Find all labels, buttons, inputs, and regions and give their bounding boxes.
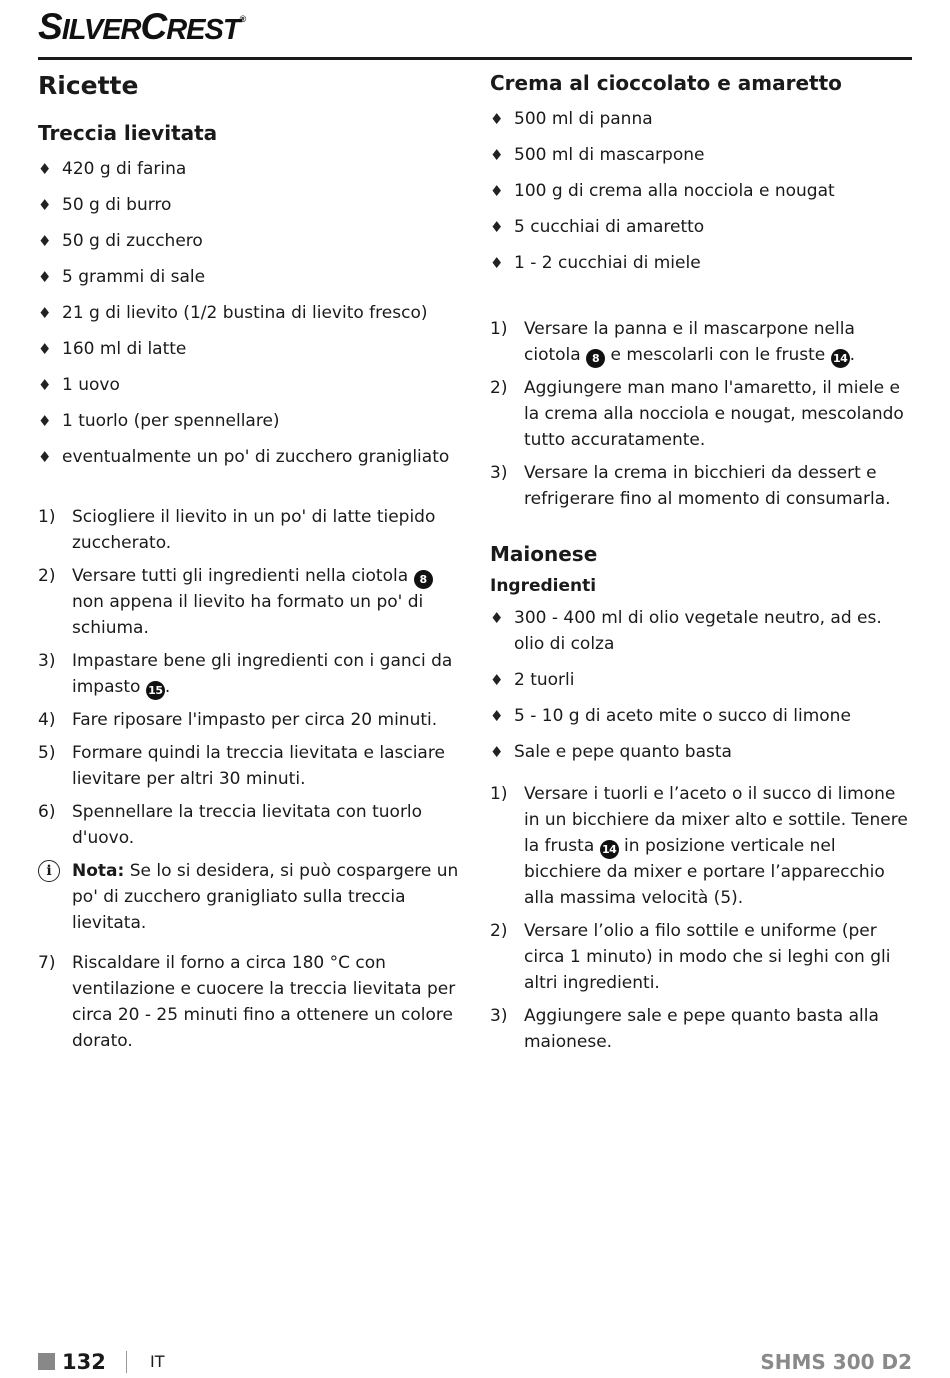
ingredient-item: ♦ 5 grammi di sale: [38, 264, 466, 290]
ingredient-item: ♦ 5 cucchiai di amaretto: [490, 214, 915, 240]
diamond-bullet-icon: ♦: [490, 182, 504, 200]
diamond-bullet-icon: ♦: [490, 146, 504, 164]
left-column: [38, 66, 466, 1061]
note-label: Nota:: [72, 861, 125, 881]
step-item: 2) Versare l’olio a filo sottile e uniforme (per circa 1 minuto) in modo che si leghi con gli altri ingredienti.: [490, 921, 891, 993]
step-item: 3) Versare la crema in bicchieri da dessert e refrigerare fino al momento di consumarla.: [490, 463, 891, 509]
step-item: 4) Fare riposare l'impasto per circa 20 minuti.: [38, 710, 438, 730]
step-item: 2) Versare tutti gli ingredienti nella ciotola 8 non appena il lievito ha formato un po' di schiuma.: [38, 563, 466, 641]
ingredient-item: ♦ 50 g di zucchero: [38, 228, 466, 254]
ingredient-item: ♦ 500 ml di panna: [490, 106, 915, 132]
note-box: [38, 858, 466, 936]
header-rule: [38, 57, 912, 60]
language-code: IT: [150, 1352, 165, 1371]
ingredient-item: ♦ 160 ml di latte: [38, 336, 466, 362]
diamond-bullet-icon: ♦: [38, 448, 52, 466]
part-number-badge: 14: [600, 840, 619, 859]
ingredient-item: ♦ 300 - 400 ml di olio vegetale neutro, ad es. olio di colza: [490, 605, 915, 657]
diamond-bullet-icon: ♦: [38, 196, 52, 214]
ingredient-item: ♦ 1 - 2 cucchiai di miele: [490, 250, 915, 276]
ingredient-item: ♦ 1 tuorlo (per spennellare): [38, 408, 466, 434]
step-item: 7) Riscaldare il forno a circa 180 °C con ventilazione e cuocere la treccia lievitata per circa 20 - 25 minuti fino a ottenere un colore dorato.: [38, 953, 456, 1051]
footer-square-icon: [38, 1353, 55, 1370]
diamond-bullet-icon: ♦: [38, 268, 52, 286]
ingredients-subtitle: Ingredienti: [490, 576, 597, 596]
diamond-bullet-icon: ♦: [490, 743, 504, 761]
step-list-maionese: [490, 781, 915, 1055]
right-column: [490, 66, 915, 1062]
diamond-bullet-icon: ♦: [490, 110, 504, 128]
step-item: 3) Impastare bene gli ingredienti con i ganci da impasto 15 .: [38, 648, 466, 700]
model-number: SHMS 300 D2: [760, 1350, 912, 1374]
ingredient-item: ♦ 50 g di burro: [38, 192, 466, 218]
diamond-bullet-icon: ♦: [38, 304, 52, 322]
ingredient-item: ♦ Sale e pepe quanto basta: [490, 739, 915, 765]
step-item: 6) Spennellare la treccia lievitata con tuorlo d'uovo.: [38, 802, 423, 848]
step-list-treccia: [38, 504, 466, 851]
ingredient-list-treccia: [38, 156, 466, 470]
step-item: 5) Formare quindi la treccia lievitata e lasciare lievitare per altri 30 minuti.: [38, 743, 445, 789]
ingredient-list-crema: [490, 106, 915, 276]
diamond-bullet-icon: ♦: [490, 671, 504, 689]
info-icon: i: [38, 860, 60, 882]
diamond-bullet-icon: ♦: [490, 218, 504, 236]
recipe-title-maionese: Maionese: [490, 542, 598, 566]
part-number-badge: 15: [146, 681, 165, 700]
ingredient-item: ♦ 100 g di crema alla nocciola e nougat: [490, 178, 915, 204]
part-number-badge: 14: [831, 349, 850, 368]
diamond-bullet-icon: ♦: [38, 232, 52, 250]
ingredient-list-maionese: [490, 605, 915, 765]
diamond-bullet-icon: ♦: [490, 609, 504, 627]
ingredient-item: ♦ eventualmente un po' di zucchero granigliato: [38, 444, 466, 470]
note-text: Se lo si desidera, si può cospargere un po' di zucchero granigliato sulla treccia lievitata.: [72, 861, 459, 933]
diamond-bullet-icon: ♦: [38, 340, 52, 358]
diamond-bullet-icon: ♦: [490, 254, 504, 272]
step-item: 1) Versare la panna e il mascarpone nella ciotola 8 e mescolarli con le fruste 14 .: [490, 316, 915, 368]
recipe-title-treccia: Treccia lievitata: [38, 121, 218, 145]
ingredient-item: ♦ 2 tuorli: [490, 667, 915, 693]
silvercrest-logo: SILVERCREST®: [38, 6, 246, 47]
step-item: 1) Sciogliere il lievito in un po' di latte tiepido zuccherato.: [38, 507, 436, 553]
diamond-bullet-icon: ♦: [38, 376, 52, 394]
ingredient-item: ♦ 5 - 10 g di aceto mite o succo di limone: [490, 703, 915, 729]
recipe-title-crema: Crema al cioccolato e amaretto: [490, 71, 842, 95]
step-item: 2) Aggiungere man mano l'amaretto, il miele e la crema alla nocciola e nougat, mescolando tutto accuratamente.: [490, 378, 904, 450]
section-title: Ricette: [38, 71, 139, 100]
step-list-treccia-continued: [38, 950, 466, 1054]
part-number-badge: 8: [414, 570, 433, 589]
ingredient-item: ♦ 1 uovo: [38, 372, 466, 398]
ingredient-item: ♦ 500 ml di mascarpone: [490, 142, 915, 168]
diamond-bullet-icon: ♦: [490, 707, 504, 725]
part-number-badge: 8: [586, 349, 605, 368]
diamond-bullet-icon: ♦: [38, 160, 52, 178]
step-item: 1) Versare i tuorli e l’aceto o il succo di limone in un bicchiere da mixer alto e sottile. Tenere la frusta 14 in posizione verticale nel bicchiere da mixer e portare l’apparecchio alla massima velocità (5).: [490, 784, 908, 908]
ingredient-item: ♦ 420 g di farina: [38, 156, 466, 182]
step-item: 3) Aggiungere sale e pepe quanto basta alla maionese.: [490, 1006, 879, 1052]
page-number: 132: [62, 1350, 106, 1374]
diamond-bullet-icon: ♦: [38, 412, 52, 430]
ingredient-item: ♦ 21 g di lievito (1/2 bustina di lievito fresco): [38, 300, 466, 326]
step-list-crema: [490, 316, 915, 512]
footer-divider: [126, 1351, 127, 1373]
